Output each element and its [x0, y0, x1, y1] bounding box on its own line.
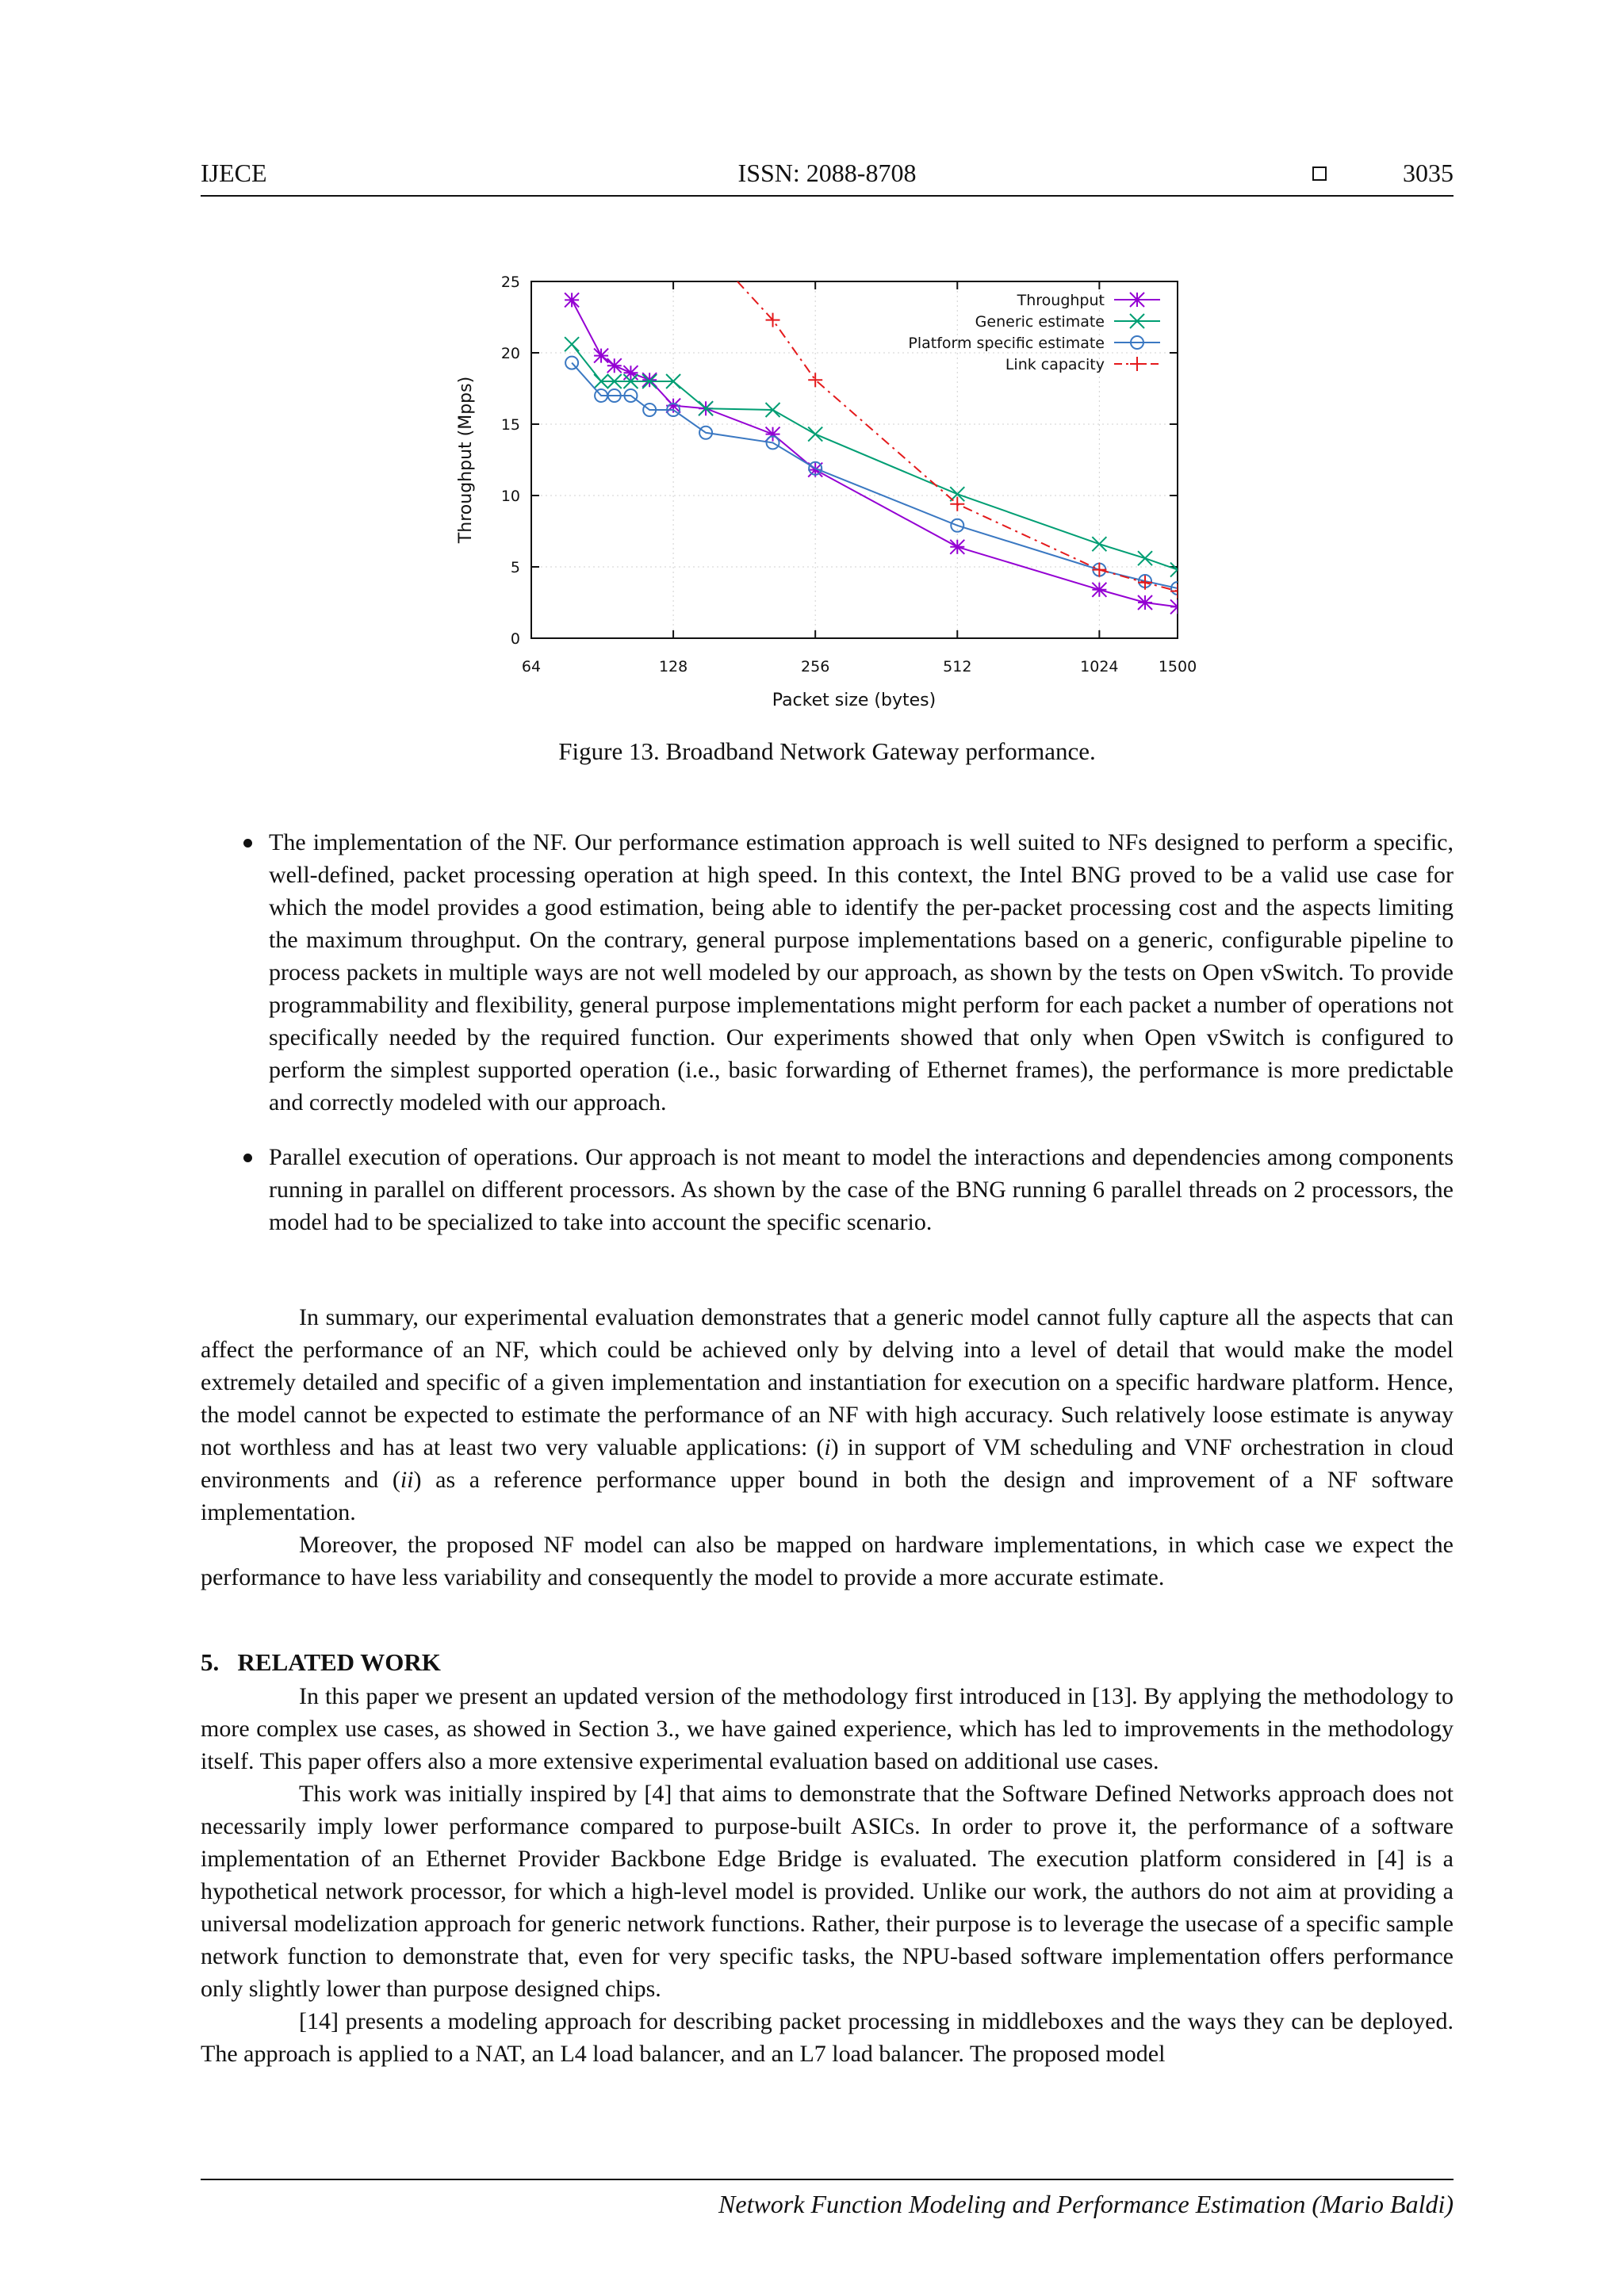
y-tick-label: 15: [500, 416, 520, 434]
data-point-throughput: [607, 358, 622, 373]
summary-paragraph: Moreover, the proposed NF model can also be mapped on hardware implementations, in which case we expect the performance to have less variability and consequently the model to provide a more accurate estimate.: [201, 1532, 1454, 1590]
section-title: RELATED WORK: [237, 1648, 441, 1676]
section-heading: [201, 1648, 441, 1677]
section-number: 5.: [201, 1648, 220, 1676]
data-point-link-capacity: [1170, 584, 1185, 599]
data-point-throughput: [1092, 583, 1106, 597]
legend-label: Link capacity: [1005, 356, 1105, 373]
y-tick-label: 5: [510, 559, 520, 576]
summary-roman-i: i: [824, 1434, 831, 1460]
x-tick-label: 128: [658, 658, 688, 675]
x-tick-label: 64: [521, 658, 542, 675]
related-work-body: [201, 1680, 1454, 2070]
x-tick-label: 1500: [1158, 658, 1197, 675]
bullet-icon: [243, 1154, 252, 1162]
related-paragraph: [14] presents a modeling approach for describing packet processing in middleboxes and the ways they can be deployed. The approach is applied to a NAT, an L4 load balancer, and an L7 load balancer. The proposed model: [201, 2008, 1454, 2067]
data-point-generic-estimate: [565, 337, 579, 351]
y-tick-label: 25: [500, 274, 520, 291]
y-tick-label: 20: [500, 345, 520, 362]
legend-label: Platform specific estimate: [908, 335, 1105, 352]
x-axis-label: Packet size (bytes): [772, 691, 936, 710]
summary-text: ) in support of VM scheduling and VNF orchestration in cloud environments and (: [201, 1434, 1454, 1493]
summary-paragraph: [201, 1301, 1454, 1529]
series-layer: [565, 281, 1185, 614]
data-point-throughput: [594, 349, 608, 363]
legend-marker-link-capacity: [1130, 357, 1144, 371]
x-tick-label: 512: [943, 658, 972, 675]
summary-block: [201, 1301, 1454, 1594]
series-platform-specific-estimate: [565, 357, 1184, 595]
footer-text: Network Function Modeling and Performance Estimation (Mario Baldi): [718, 2190, 1454, 2218]
square-icon: [1312, 166, 1327, 181]
bullet-item: [201, 1141, 1454, 1238]
series-line-platform-specific-estimate: [572, 363, 1178, 588]
legend-label: Throughput: [1017, 292, 1105, 309]
footer-rule: [201, 2179, 1454, 2180]
bullet-item: [201, 826, 1454, 1119]
data-point-throughput: [623, 365, 638, 380]
data-point-platform-specific-estimate: [565, 357, 578, 369]
series-line-generic-estimate: [572, 344, 1178, 569]
y-tick-label: 0: [510, 630, 520, 648]
bullet-text: Parallel execution of operations. Our approach is not meant to model the interactions and dependencies among components running in parallel on different processors. As shown by the case of the BNG running 6 parallel threads on 2 processors, the model had to be specialized to take into account the specific scenario.: [269, 1144, 1454, 1235]
data-point-throughput: [565, 293, 579, 307]
throughput-chart: [444, 254, 1205, 721]
summary-text: ) as a reference performance upper bound in both the design and improvement of a NF software implementation.: [201, 1467, 1454, 1525]
data-point-throughput: [1138, 595, 1152, 610]
bullet-text: The implementation of the NF. Our performance estimation approach is well suited to NFs designed to perform a specific, well-defined, packet processing operation at high speed. In this context, the Intel BNG proved to be a valid use case for which the model provides a good estimation, being able to identify the per-packet processing cost and the aspects limiting the maximum throughput. On the contrary, general purpose implementations based on a generic, configurable pipeline to process packets in multiple ways are not well modeled by our approach, as shown by the tests on Open vSwitch. To provide programmability and flexibility, general purpose implementations might perform for each packet a number of operations not specifically needed by the required function. Our experiments showed that only when Open vSwitch is configured to perform the simplest supported operation (i.e., basic forwarding of Ethernet frames), the performance is more predictable and correctly modeled with our approach.: [269, 829, 1454, 1115]
x-tick-label: 256: [801, 658, 830, 675]
issn: ISSN: 2088-8708: [737, 159, 917, 187]
journal-name: IJECE: [201, 159, 267, 187]
page-number: 3035: [1403, 159, 1454, 187]
y-tick-label: 10: [500, 488, 520, 505]
data-point-generic-estimate: [1138, 551, 1152, 565]
related-paragraph: This work was initially inspired by [4] that aims to demonstrate that the Software Defined Networks approach does not necessarily imply lower performance compared to purpose-built ASICs. In order to prove it, the performance of a software implementation of an Ethernet Provider Backbone Edge Bridge is evaluated. The execution platform considered in [4] is a hypothetical network processor, for which a high-level model is provided. Unlike our work, the authors do not aim at providing a universal modelization approach for generic network functions. Rather, their purpose is to leverage the usecase of a specific sample network function to demonstrate that, even for very specific tasks, the NPU-based software implementation offers performance only slightly lower than purpose designed chips.: [201, 1781, 1454, 2002]
summary-roman-ii: ii: [400, 1467, 414, 1493]
bullet-list: [201, 826, 1454, 1261]
related-paragraph: In this paper we present an updated version of the methodology first introduced in [13]. By applying the methodology to more complex use cases, as showed in Section 3., we have gained experience, which has led to improvements in the methodology itself. This paper offers also a more extensive experimental evaluation based on additional use cases.: [201, 1683, 1454, 1774]
legend-marker-throughput: [1130, 293, 1144, 307]
bullet-icon: [243, 839, 252, 848]
summary-text: In summary, our experimental evaluation demonstrates that a generic model cannot fully capture all the aspects that can affect the performance of an NF, which could be achieved only by delving into a level of detail that would make the model extremely detailed and specific of a given implementation and instantiation for execution on a specific hardware platform. Hence, the model cannot be expected to estimate the performance of an NF with high accuracy. Such relatively loose estimate is anyway not worthless and has at least two very valuable applications: (: [201, 1304, 1454, 1460]
x-tick-label: 1024: [1080, 658, 1119, 675]
data-point-throughput: [642, 373, 657, 387]
chart-legend: [908, 292, 1160, 373]
data-point-throughput: [950, 540, 964, 554]
data-point-throughput: [1170, 599, 1185, 614]
page-header: [201, 159, 1454, 197]
legend-label: Generic estimate: [975, 313, 1105, 331]
figure-caption: Figure 13. Broadband Network Gateway performance.: [558, 737, 1096, 765]
y-axis-label: Throughput (Mpps): [456, 376, 476, 544]
